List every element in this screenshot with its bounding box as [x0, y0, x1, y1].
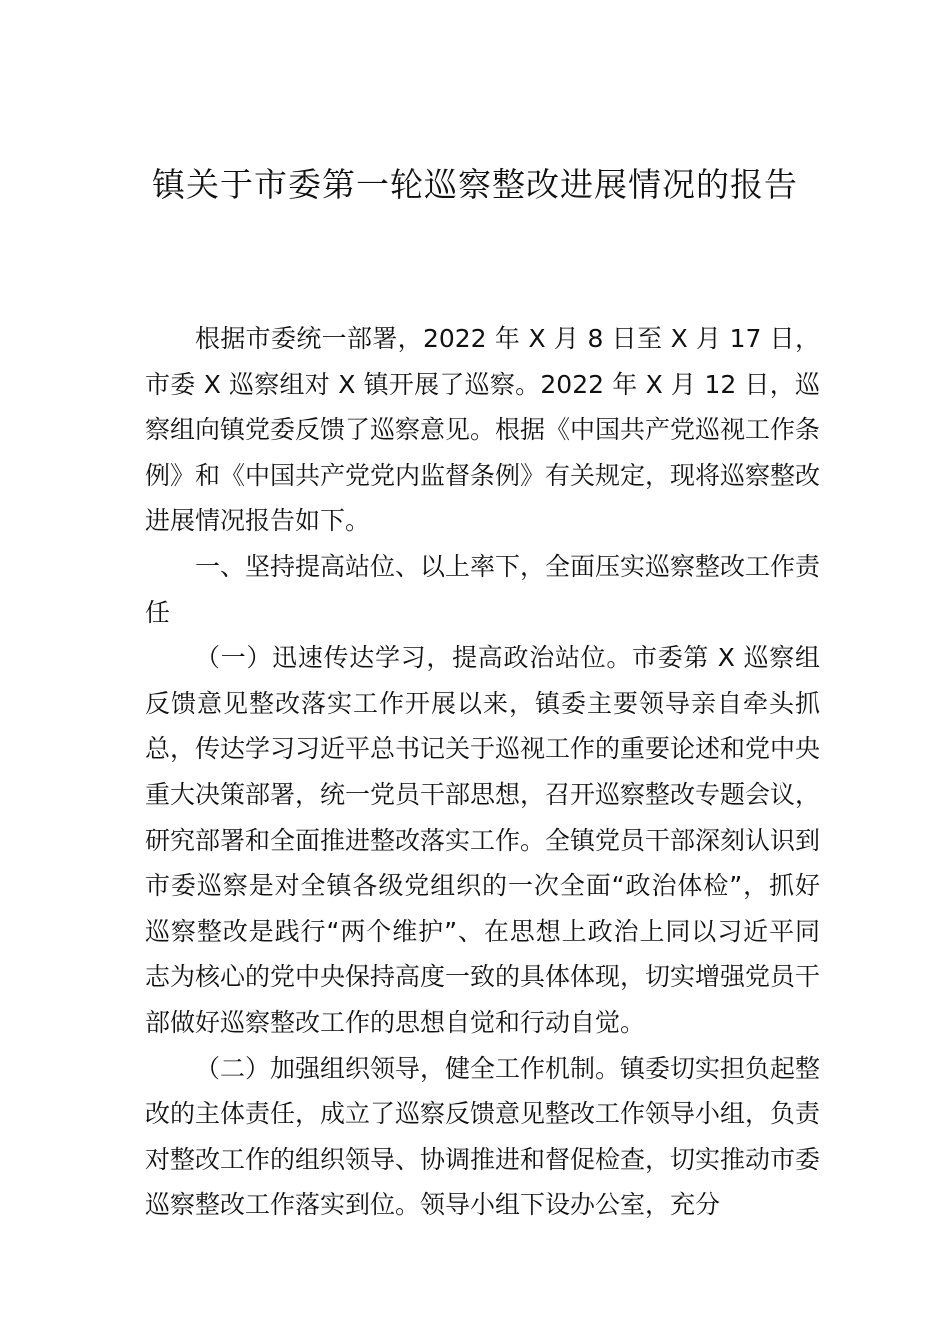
document-body	[145, 316, 820, 1228]
section-heading-1: 一、坚持提高站位、以上率下，全面压实巡察整改工作责任	[145, 551, 821, 627]
paragraph-intro: 根据市委统一部署，2022 年 X 月 8 日至 X 月 17 日，市委 X 巡察组对 X 镇开展了巡察。2022 年 X 月 12 日，巡察组向镇党委反馈了巡察意见。根据《中国共产党巡视工作条例》和《中国共产党党内监督条例》有关规定，现将巡察整改进展情况报告如下。	[145, 324, 821, 536]
paragraph-subsection-1: （一）迅速传达学习，提高政治站位。市委第 X 巡察组反馈意见整改落实工作开展以来，镇委主要领导亲自牵头抓总，传达学习习近平总书记关于巡视工作的重要论述和党中央重大决策部署，统一党员干部思想，召开巡察整改专题会议，研究部署和全面推进整改落实工作。全镇党员干部深刻认识到市委巡察是对全镇各级党组织的一次全面“政治体检”，抓好巡察整改是践行“两个维护”、在思想上政治上同以习近平同志为核心的党中央保持高度一致的具体体现，切实增强党员干部做好巡察整改工作的思想自觉和行动自觉。	[145, 643, 821, 1037]
paragraph-subsection-2: （二）加强组织领导，健全工作机制。镇委切实担负起整改的主体责任，成立了巡察反馈意见整改工作领导小组，负责对整改工作的组织领导、协调推进和督促检查，切实推动市委巡察整改工作落实到位。领导小组下设办公室，充分	[145, 1053, 821, 1220]
document-title: 镇关于市委第一轮巡察整改进展情况的报告	[152, 165, 798, 204]
